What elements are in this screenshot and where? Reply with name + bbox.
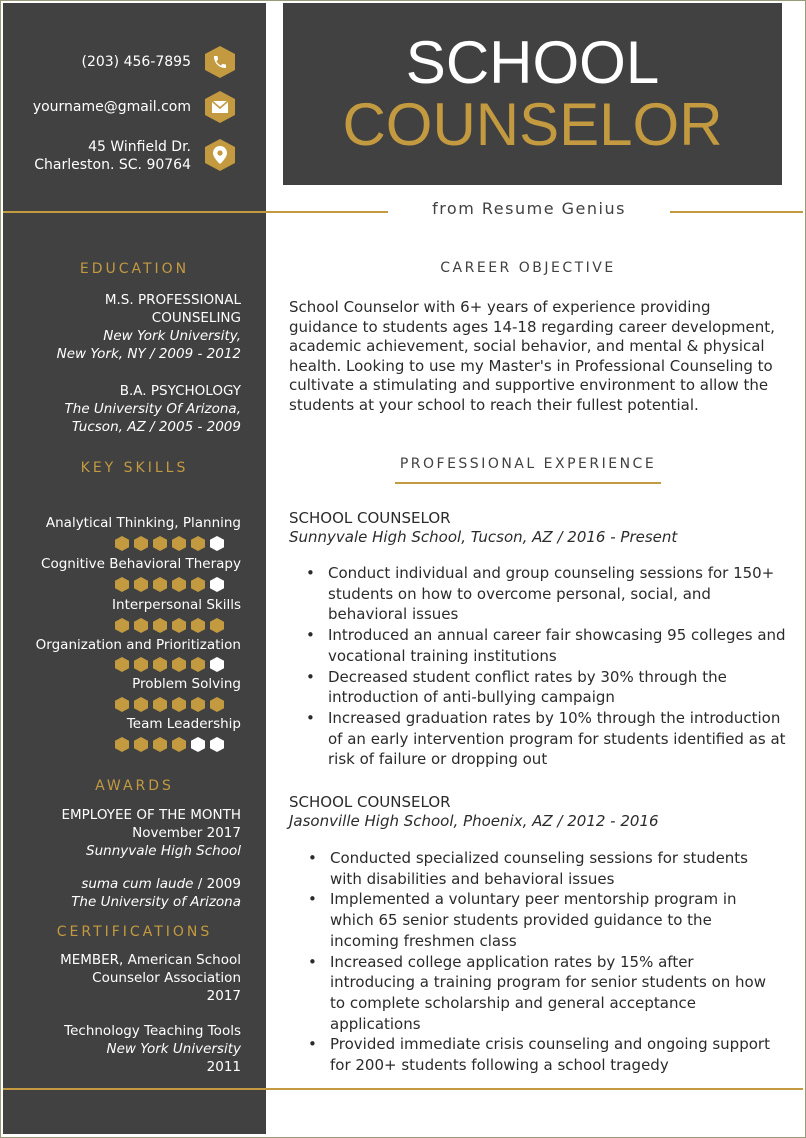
rating-hex-filled	[153, 618, 167, 633]
skill-name: Interpersonal Skills	[112, 597, 241, 613]
rating-hex-filled	[172, 737, 186, 752]
skill-rating	[115, 618, 224, 633]
experience-heading-underline	[395, 482, 661, 484]
education-school: The University Of Arizona,	[64, 401, 241, 417]
rating-hex-filled	[134, 618, 148, 633]
job-bullets	[306, 563, 786, 770]
rating-hex-filled	[172, 697, 186, 712]
job-bullet: • Conduct individual and group counseling sessions for 150+ students on how to overcome personal, social, and behavioral issues	[306, 563, 786, 625]
rating-hex-empty	[210, 657, 224, 672]
rating-hex-empty	[210, 737, 224, 752]
page-title-line1: SCHOOL	[405, 29, 660, 96]
education-degree: COUNSELING	[151, 310, 241, 326]
award-title: EMPLOYEE OF THE MONTH	[61, 807, 241, 823]
contact-address-line1: 45 Winfield Dr.	[88, 139, 191, 155]
job-employer-dates: Sunnyvale High School, Tucson, AZ / 2016 - Present	[289, 528, 678, 546]
rating-hex-filled	[134, 536, 148, 551]
rating-hex-filled	[115, 697, 129, 712]
rating-hex-filled	[115, 737, 129, 752]
rating-hex-filled	[153, 657, 167, 672]
rating-hex-empty	[210, 536, 224, 551]
footer-divider	[3, 1088, 803, 1090]
job-bullet: • Provided immediate crisis counseling and ongoing support for 200+ students following a school tragedy	[308, 1034, 778, 1075]
certification-year: 2011	[206, 1059, 241, 1075]
education-school: New York University,	[103, 328, 241, 344]
career-objective-heading: CAREER OBJECTIVE	[440, 260, 616, 276]
skill-name: Organization and Prioritization	[35, 637, 241, 653]
job-bullet: • Decreased student conflict rates by 30% through the introduction of anti-bullying campaign	[306, 667, 786, 708]
rating-hex-empty	[191, 737, 205, 752]
job-bullet: • Conducted specialized counseling sessions for students with disabilities and behavioral issues	[308, 848, 778, 889]
header-divider-left	[3, 211, 388, 213]
rating-hex-filled	[172, 577, 186, 592]
career-objective-text: School Counselor with 6+ years of experience providing guidance to students ages 14-18 regarding career development, academic achievement, social behavior, and mental & physical health. Looking to use my Master's in Professional Counseling to cultivate a stimulating and supportive environment to allow the students at your school to reach their fullest potential.	[289, 298, 775, 414]
skill-rating	[115, 577, 224, 592]
skill-name: Problem Solving	[132, 676, 241, 692]
rating-hex-filled	[191, 577, 205, 592]
rating-hex-filled	[115, 618, 129, 633]
job-employer-dates: Jasonville High School, Phoenix, AZ / 2012 - 2016	[289, 812, 659, 830]
award-organization: Sunnyvale High School	[86, 843, 241, 859]
job-bullet: • Introduced an annual career fair showcasing 95 colleges and vocational training institutions	[306, 625, 786, 666]
key-skills-heading: KEY SKILLS	[80, 460, 189, 476]
awards-heading: AWARDS	[95, 778, 174, 794]
rating-hex-filled	[134, 577, 148, 592]
rating-hex-filled	[153, 697, 167, 712]
rating-hex-filled	[210, 697, 224, 712]
rating-hex-filled	[191, 657, 205, 672]
rating-hex-filled	[191, 697, 205, 712]
skill-rating	[115, 536, 224, 551]
education-location-years: Tucson, AZ / 2005 - 2009	[71, 419, 241, 435]
page-title-line2: COUNSELOR	[342, 91, 723, 158]
professional-experience-heading: PROFESSIONAL EXPERIENCE	[399, 456, 657, 472]
skill-name: Analytical Thinking, Planning	[45, 515, 241, 531]
job-bullet: • Increased college application rates by 15% after introducing a training program for senior students on how to complete scholarship and general acceptance applications	[308, 952, 778, 1035]
rating-hex-filled	[172, 536, 186, 551]
certification-organization: New York University	[106, 1041, 241, 1057]
rating-hex-filled	[134, 697, 148, 712]
rating-hex-filled	[153, 577, 167, 592]
award-organization: The University of Arizona	[71, 894, 241, 910]
certification-title: Technology Teaching Tools	[64, 1023, 241, 1039]
job-bullets	[308, 848, 778, 1076]
job-bullet: • Implemented a voluntary peer mentorship program in which 65 senior students provided guidance to the incoming freshmen class	[308, 889, 778, 951]
job-title: SCHOOL COUNSELOR	[289, 509, 451, 527]
certification-title: Counselor Association	[92, 970, 241, 986]
rating-hex-filled	[134, 657, 148, 672]
rating-hex-filled	[134, 737, 148, 752]
rating-hex-filled	[115, 657, 129, 672]
header-divider-right	[670, 211, 803, 213]
rating-hex-filled	[153, 536, 167, 551]
contact-phone: (203) 456-7895	[81, 54, 191, 70]
skill-rating	[115, 737, 224, 752]
education-degree: M.S. PROFESSIONAL	[104, 292, 241, 308]
skill-name: Team Leadership	[126, 716, 241, 732]
award-title: suma cum laude / 2009	[81, 876, 241, 892]
education-degree: B.A. PSYCHOLOGY	[119, 383, 241, 399]
rating-hex-filled	[191, 618, 205, 633]
certifications-heading: CERTIFICATIONS	[56, 924, 213, 940]
rating-hex-filled	[153, 737, 167, 752]
education-location-years: New York, NY / 2009 - 2012	[56, 346, 241, 362]
skill-rating	[115, 697, 224, 712]
rating-hex-filled	[191, 536, 205, 551]
source-credit: from Resume Genius	[432, 199, 626, 218]
certification-year: 2017	[206, 988, 241, 1004]
skill-name: Cognitive Behavioral Therapy	[41, 556, 241, 572]
job-bullet: • Increased graduation rates by 10% through the introduction of an early intervention program for students identified as at risk of failure or dropping out	[306, 708, 786, 770]
rating-hex-filled	[210, 618, 224, 633]
skill-rating	[115, 657, 224, 672]
rating-hex-empty	[210, 577, 224, 592]
contact-address-line2: Charleston. SC. 90764	[34, 157, 191, 173]
education-heading: EDUCATION	[79, 261, 190, 277]
rating-hex-filled	[115, 577, 129, 592]
contact-email: yourname@gmail.com	[32, 99, 191, 115]
rating-hex-filled	[172, 657, 186, 672]
award-date: November 2017	[132, 825, 241, 841]
certification-title: MEMBER, American School	[60, 952, 241, 968]
rating-hex-filled	[172, 618, 186, 633]
rating-hex-filled	[115, 536, 129, 551]
job-title: SCHOOL COUNSELOR	[289, 793, 451, 811]
